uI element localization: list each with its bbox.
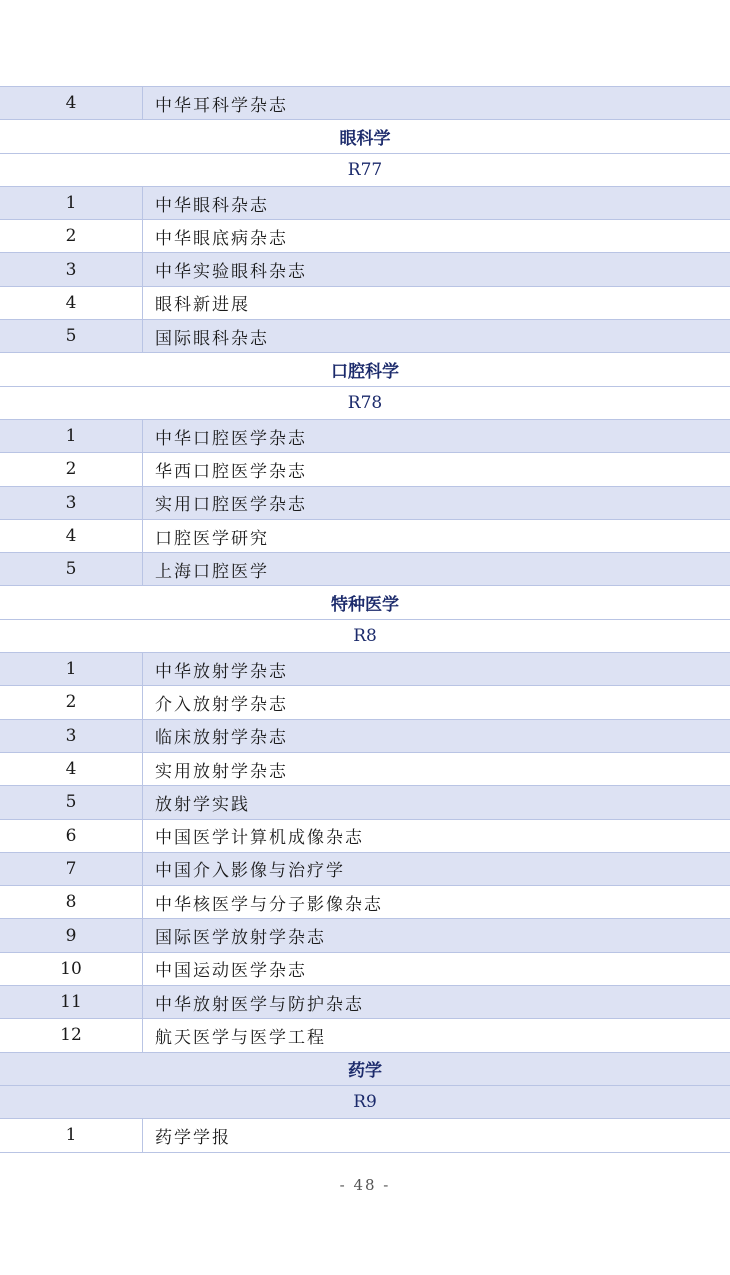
section-heading: 眼科学 (0, 120, 730, 153)
row-number: 12 (0, 1019, 143, 1051)
journal-name: 中华核医学与分子影像杂志 (155, 894, 383, 915)
row-number: 1 (0, 1119, 143, 1151)
table-row (0, 653, 730, 686)
table-row (0, 220, 730, 253)
row-number: 2 (0, 453, 143, 485)
journal-name: 华西口腔医学杂志 (155, 461, 307, 482)
row-number: 4 (0, 520, 143, 552)
journal-name: 药学学报 (155, 1127, 231, 1148)
row-number: 4 (0, 753, 143, 785)
row-number: 5 (0, 320, 143, 352)
journal-name: 中华放射医学与防护杂志 (155, 994, 364, 1015)
section-code: R9 (0, 1086, 730, 1119)
journal-name: 实用放射学杂志 (155, 761, 288, 782)
row-number: 6 (0, 820, 143, 852)
table-row (0, 553, 730, 586)
journal-name: 放射学实践 (155, 794, 250, 815)
journal-name: 实用口腔医学杂志 (155, 495, 307, 516)
journal-name: 口腔医学研究 (155, 528, 269, 549)
journal-name: 中国介入影像与治疗学 (155, 861, 345, 882)
row-number: 4 (0, 87, 143, 119)
table-row (0, 87, 730, 120)
table-row (0, 520, 730, 553)
row-number: 5 (0, 553, 143, 585)
journal-name: 上海口腔医学 (155, 561, 269, 582)
journal-name: 中国运动医学杂志 (155, 961, 307, 982)
journal-name: 中华耳科学杂志 (155, 95, 288, 116)
section-code: R78 (0, 387, 730, 420)
journal-name: 中华实验眼科杂志 (155, 262, 307, 283)
row-number: 2 (0, 220, 143, 252)
table-row (0, 320, 730, 353)
row-number: 4 (0, 287, 143, 319)
section-code: R8 (0, 620, 730, 653)
section-heading: 特种医学 (0, 586, 730, 619)
table-row (0, 720, 730, 753)
row-number: 8 (0, 886, 143, 918)
table-row (0, 1019, 730, 1052)
journal-name: 眼科新进展 (155, 295, 250, 316)
journal-name: 中华口腔医学杂志 (155, 428, 307, 449)
section-heading: 口腔科学 (0, 353, 730, 386)
table-row (0, 853, 730, 886)
table-row (0, 919, 730, 952)
journal-name: 中华眼科杂志 (155, 195, 269, 216)
row-number: 1 (0, 653, 143, 685)
row-number: 11 (0, 986, 143, 1018)
row-number: 1 (0, 187, 143, 219)
row-number: 3 (0, 487, 143, 519)
table-row (0, 420, 730, 453)
table-row (0, 1119, 730, 1152)
journal-name: 中华眼底病杂志 (155, 228, 288, 249)
table-row (0, 886, 730, 919)
section-heading: 药学 (0, 1053, 730, 1086)
row-number: 5 (0, 786, 143, 818)
page-number: - 48 - (339, 1176, 391, 1194)
table-row (0, 287, 730, 320)
table-row (0, 786, 730, 819)
row-number: 10 (0, 953, 143, 985)
table-row (0, 487, 730, 520)
table-row (0, 986, 730, 1019)
table-row (0, 453, 730, 486)
journal-name: 国际眼科杂志 (155, 328, 269, 349)
journal-name: 介入放射学杂志 (155, 694, 288, 715)
journal-name: 中华放射学杂志 (155, 661, 288, 682)
section-code: R77 (0, 154, 730, 187)
table-row (0, 753, 730, 786)
row-number: 2 (0, 686, 143, 718)
table-row (0, 253, 730, 286)
journal-name: 国际医学放射学杂志 (155, 928, 326, 949)
row-number: 3 (0, 253, 143, 285)
table-row (0, 686, 730, 719)
row-number: 1 (0, 420, 143, 452)
journal-name: 中国医学计算机成像杂志 (155, 828, 364, 849)
row-number: 7 (0, 853, 143, 885)
journal-name: 临床放射学杂志 (155, 728, 288, 749)
table-row (0, 820, 730, 853)
table-row (0, 187, 730, 220)
journal-table (0, 86, 730, 1153)
row-number: 9 (0, 919, 143, 951)
table-row (0, 953, 730, 986)
journal-name: 航天医学与医学工程 (155, 1027, 326, 1048)
row-number: 3 (0, 720, 143, 752)
